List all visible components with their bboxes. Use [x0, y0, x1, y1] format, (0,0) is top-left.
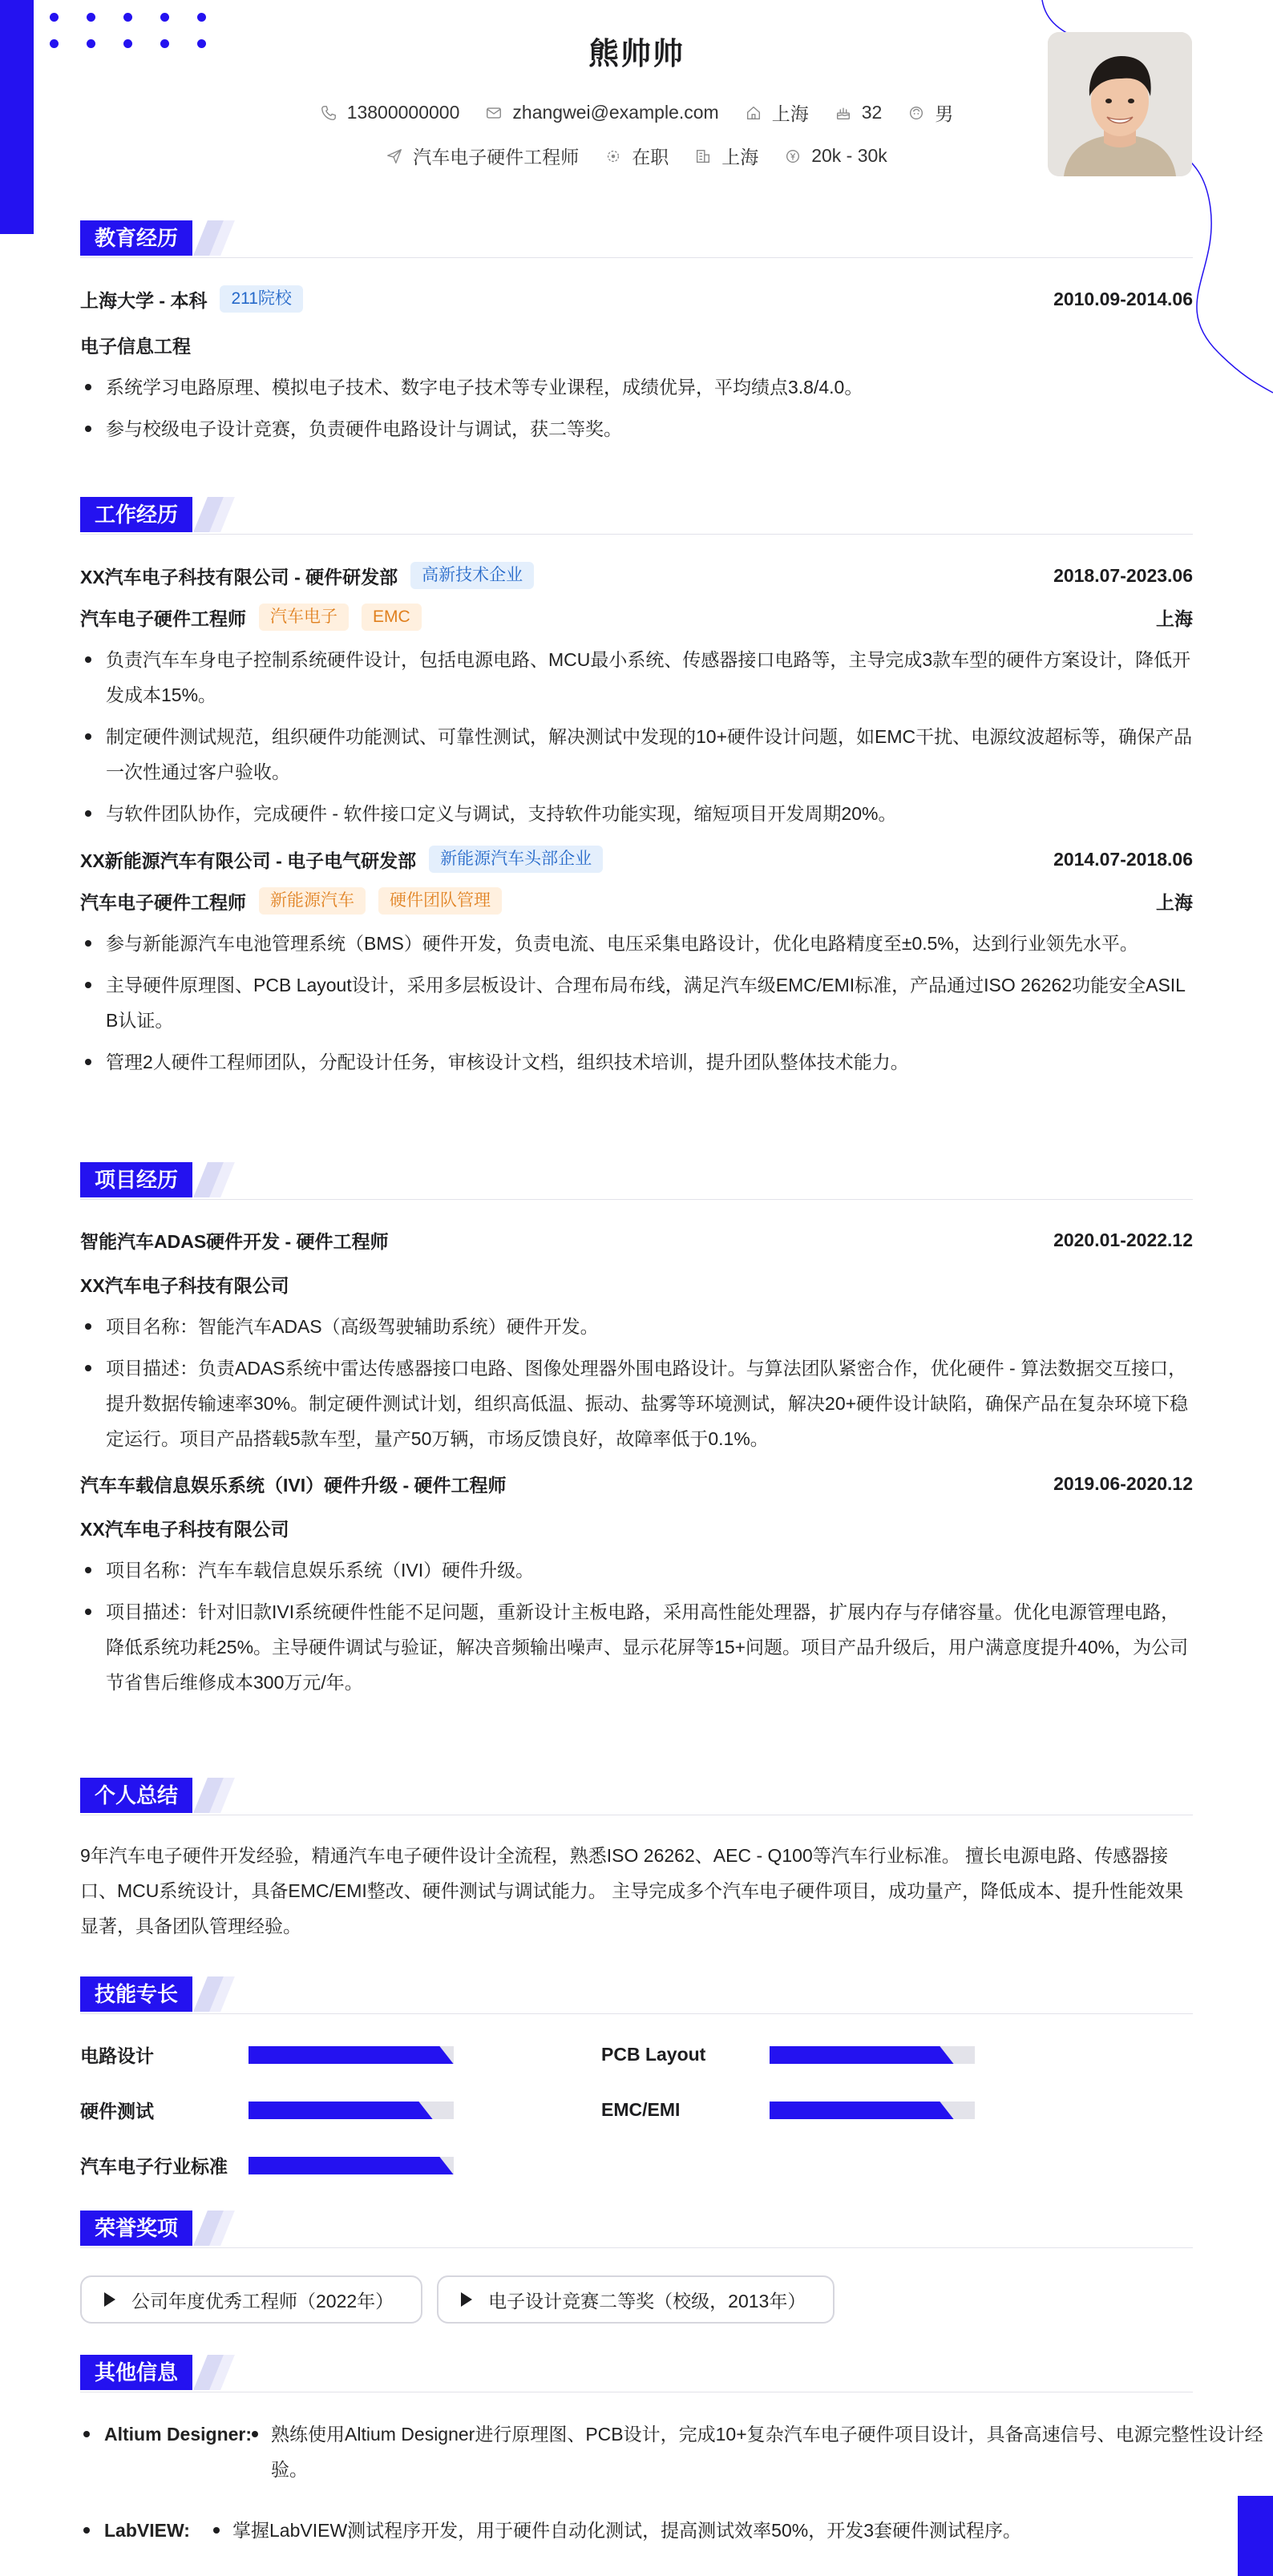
education-bullets	[80, 369, 1193, 446]
job-bullets	[80, 642, 1193, 831]
project-company: XX汽车电子科技有限公司	[80, 1275, 289, 1296]
education-entry	[80, 285, 1193, 313]
project-bullets	[80, 1552, 1193, 1700]
skill-level-bar	[770, 2046, 975, 2064]
hometown-info	[745, 99, 809, 126]
skill-name: PCB Layout	[601, 2044, 706, 2065]
work-city-text: 上海	[721, 147, 759, 168]
send-icon	[386, 147, 403, 165]
award-item	[80, 2275, 422, 2324]
hometown-text: 上海	[771, 103, 809, 124]
email-info	[485, 102, 718, 123]
salary-info	[784, 145, 887, 167]
section-header	[80, 2211, 1193, 2248]
skill-item	[80, 2041, 601, 2068]
project-date: 2020.01-2022.12	[1053, 1229, 1193, 1250]
section-title: 其他信息	[80, 2355, 192, 2390]
section-title: 技能专长	[80, 1976, 192, 2012]
major-row	[80, 332, 1193, 358]
skills-section	[80, 1976, 1193, 2178]
list-item: 项目描述：负责ADAS系统中雷达传感器接口电路、图像处理器外围电路设计。与算法团队紧密合作，优化硬件 - 算法数据交互接口，提升数据传输速率30%。制定硬件测试计划，组织高低温、振动、盐雾等环境测试，解决20+硬件设计缺陷，确保产品在复杂环境下稳定运行。项目产品搭载5款车型，量产50万辆，市场反馈良好，故障率低于0.1%。	[80, 1351, 1193, 1456]
job-bullets	[80, 926, 1193, 1080]
skill-level-bar	[770, 2102, 975, 2119]
list-item: 主导硬件原理图、PCB Layout设计，采用多层板设计、合理布局布线，满足汽车级EMC/EMI标准，产品通过ISO 26262功能安全ASIL B认证。	[80, 967, 1193, 1038]
summary-section	[80, 1778, 1193, 1944]
skill-level-bar	[249, 2102, 454, 2119]
company-tag: 高新技术企业	[410, 562, 534, 589]
job-date: 2014.07-2018.06	[1053, 848, 1193, 870]
list-item: 参与新能源汽车电池管理系统（BMS）硬件开发，负责电流、电压采集电路设计，优化电路精度至±0.5%，达到行业领先水平。	[80, 926, 1193, 961]
company-name: XX汽车电子科技有限公司 - 硬件研发部	[80, 566, 398, 587]
skill-name: 电路设计	[80, 2045, 154, 2066]
phone-text: 13800000000	[346, 102, 460, 123]
list-item: 参与校级电子设计竞赛，负责硬件电路设计与调试，获二等奖。	[80, 411, 1193, 446]
project-entry	[80, 1227, 1193, 1456]
section-header	[80, 1976, 1193, 2014]
skill-name: 汽车电子行业标准	[80, 2156, 228, 2177]
avatar	[1048, 32, 1192, 176]
project-entry	[80, 1471, 1193, 1700]
company-name: XX新能源汽车有限公司 - 电子电气研发部	[80, 850, 417, 871]
status-text: 在职	[632, 147, 669, 168]
gender-text: 男	[935, 103, 954, 124]
job-title-text: 汽车电子硬件工程师	[413, 147, 580, 168]
list-item: 系统学习电路原理、模拟电子技术、数字电子技术等专业课程，成绩优异，平均绩点3.8/4.0。	[80, 369, 1193, 405]
job-city: 上海	[1156, 891, 1193, 913]
section-header	[80, 220, 1193, 258]
skill-tag: 汽车电子	[259, 604, 349, 631]
position-name: 汽车电子硬件工程师	[80, 891, 246, 913]
skills-grid	[80, 2041, 1193, 2178]
skill-level-bar	[249, 2046, 454, 2064]
section-title: 工作经历	[80, 497, 192, 532]
mail-icon	[485, 104, 503, 122]
list-item: 项目描述：针对旧款IVI系统硬件性能不足问题，重新设计主板电路，采用高性能处理器，扩展内存与存储容量。优化电源管理电路，降低系统功耗25%。主导硬件调试与验证，解决音频输出噪声、显示花屏等15+问题。项目产品升级后，用户满意度提升40%，为公司节省售后维修成本300万元/年。	[80, 1594, 1193, 1700]
project-name: 智能汽车ADAS硬件开发 - 硬件工程师	[80, 1231, 389, 1252]
phone-icon	[320, 104, 337, 122]
other-item	[80, 2513, 1193, 2548]
job-city: 上海	[1156, 608, 1193, 629]
skill-item	[80, 2097, 601, 2123]
awards-list	[80, 2275, 1193, 2324]
project-name: 汽车车载信息娱乐系统（IVI）硬件升级 - 硬件工程师	[80, 1475, 507, 1496]
email-text: zhangwei@example.com	[512, 102, 719, 123]
gender-info	[907, 99, 953, 126]
school-tag: 211院校	[220, 285, 302, 313]
phone-info	[320, 102, 460, 123]
job-date: 2018.07-2023.06	[1053, 564, 1193, 586]
section-title: 项目经历	[80, 1162, 192, 1197]
avatar-photo	[1048, 32, 1192, 176]
other-item	[80, 2417, 1273, 2487]
cake-icon	[835, 104, 852, 122]
skill-level-bar	[249, 2157, 454, 2174]
salary-text: 20k - 30k	[811, 145, 887, 166]
list-item: 负责汽车车身电子控制系统硬件设计，包括电源电路、MCU最小系统、传感器接口电路等，主导完成3款车型的硬件方案设计，降低开发成本15%。	[80, 642, 1193, 713]
money-icon	[784, 147, 802, 165]
section-header	[80, 497, 1193, 535]
list-item: 项目名称：汽车车载信息娱乐系统（IVI）硬件升级。	[80, 1552, 1193, 1588]
gender-icon	[907, 104, 925, 122]
other-text: 熟练使用Altium Designer进行原理图、PCB设计，完成10+复杂汽车电子硬件项目设计，具备高速信号、电源完整性设计经验。	[271, 2417, 1273, 2487]
project-bullets	[80, 1309, 1193, 1456]
skill-name: EMC/EMI	[601, 2099, 681, 2120]
award-item	[437, 2275, 835, 2324]
company-tag: 新能源汽车头部企业	[429, 846, 603, 873]
projects-section	[80, 1162, 1193, 1706]
status-icon	[604, 147, 622, 165]
list-item: 管理2人硬件工程师团队，分配设计任务，审核设计文档，组织技术培训，提升团队整体技术能力。	[80, 1044, 1193, 1080]
other-section	[80, 2355, 1263, 2548]
skill-item	[80, 2152, 601, 2178]
award-text: 电子设计竞赛二等奖（校级，2013年）	[488, 2290, 806, 2312]
decorative-bar-right	[1238, 2496, 1273, 2576]
education-section	[80, 220, 1193, 453]
section-header	[80, 1162, 1193, 1200]
candidate-name: 熊帅帅	[588, 38, 685, 71]
education-date: 2010.09-2014.06	[1053, 288, 1193, 309]
play-triangle-icon	[461, 2292, 472, 2307]
other-label: Altium Designer:	[104, 2417, 252, 2452]
home-icon	[745, 104, 762, 122]
other-label: LabVIEW:	[104, 2513, 190, 2548]
job-entry	[80, 846, 1193, 1080]
list-item: 与软件团队协作，完成硬件 - 软件接口定义与调试，支持软件功能实现，缩短项目开发周期20%。	[80, 796, 1193, 831]
other-text: 掌握LabVIEW测试程序开发，用于硬件自动化测试，提高测试效率50%，开发3套硬件测试程序。	[232, 2513, 1193, 2548]
skill-item	[601, 2097, 1122, 2123]
skill-tag: EMC	[362, 604, 422, 631]
job-title-info	[386, 143, 579, 169]
list-item: 制定硬件测试规范，组织硬件功能测试、可靠性测试，解决测试中发现的10+硬件设计问题，如EMC干扰、电源纹波超标等，确保产品一次性通过客户验收。	[80, 719, 1193, 789]
section-title: 荣誉奖项	[80, 2211, 192, 2246]
skill-tag: 新能源汽车	[259, 887, 366, 915]
building-icon	[694, 147, 712, 165]
skill-name: 硬件测试	[80, 2101, 154, 2122]
major-name: 电子信息工程	[80, 336, 191, 357]
school-name: 上海大学 - 本科	[80, 289, 208, 311]
work-city-info	[694, 143, 758, 169]
project-company: XX汽车电子科技有限公司	[80, 1519, 289, 1540]
project-date: 2019.06-2020.12	[1053, 1473, 1193, 1494]
section-header	[80, 1778, 1193, 1815]
work-section	[80, 497, 1193, 1086]
play-triangle-icon	[104, 2292, 115, 2307]
awards-section	[80, 2211, 1193, 2324]
age-info	[835, 102, 883, 123]
section-title: 个人总结	[80, 1778, 192, 1813]
skill-item	[601, 2041, 1122, 2068]
summary-text: 9年汽车电子硬件开发经验，精通汽车电子硬件设计全流程，熟悉ISO 26262、AEC - Q100等汽车行业标准。 擅长电源电路、传感器接口、MCU系统设计，具备EMC/EMI整改、硬件测试与调试能力。 主导完成多个汽车电子硬件项目，成功量产，降低成本、提升性能效果显著，具备团队管理经验。	[80, 1845, 1184, 1936]
list-item: 项目名称：智能汽车ADAS（高级驾驶辅助系统）硬件开发。	[80, 1309, 1193, 1344]
award-text: 公司年度优秀工程师（2022年）	[131, 2290, 394, 2312]
status-info	[604, 143, 669, 169]
section-header	[80, 2355, 1193, 2392]
section-title: 教育经历	[80, 220, 192, 256]
job-entry	[80, 562, 1193, 831]
skill-tag: 硬件团队管理	[378, 887, 502, 915]
position-name: 汽车电子硬件工程师	[80, 608, 246, 629]
age-text: 32	[861, 102, 883, 123]
